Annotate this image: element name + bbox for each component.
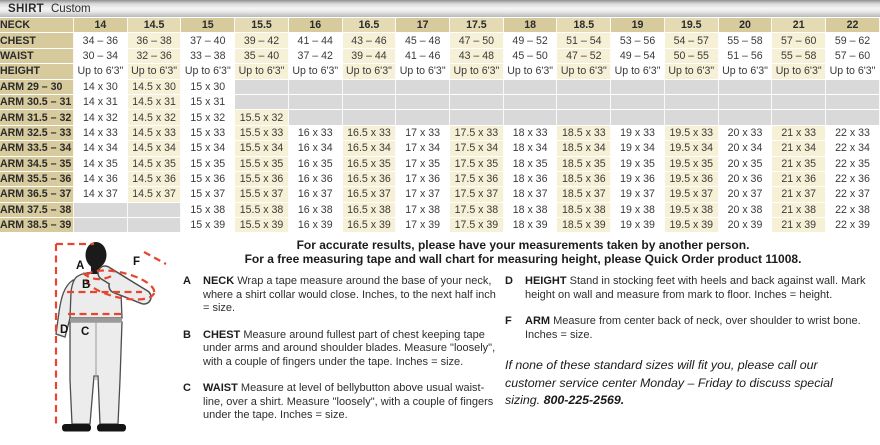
customer-service-phone: 800-225-2569. bbox=[543, 393, 625, 407]
size-cell bbox=[128, 203, 182, 217]
size-cell: 17.5 x 37 bbox=[450, 187, 504, 201]
size-cell: 15 x 39 bbox=[181, 218, 235, 232]
size-cell: 33 – 38 bbox=[181, 49, 235, 63]
table-row bbox=[0, 126, 880, 140]
size-cell: Up to 6'3" bbox=[665, 64, 719, 78]
size-cell: 22 x 34 bbox=[826, 141, 880, 155]
row-label: ARM 37.5 – 38 bbox=[0, 203, 74, 217]
size-cell: 17 x 35 bbox=[396, 157, 450, 171]
row-label: WAIST bbox=[0, 49, 74, 63]
size-cell: 22 x 39 bbox=[826, 218, 880, 232]
size-cell bbox=[826, 110, 880, 124]
size-cell: 30 – 34 bbox=[74, 49, 128, 63]
size-cell: 21 x 35 bbox=[772, 157, 826, 171]
size-cell: 14.5 x 34 bbox=[128, 141, 182, 155]
size-cell: 17.5 x 38 bbox=[450, 203, 504, 217]
neck-size-header-cell: 17.5 bbox=[450, 18, 504, 32]
size-cell bbox=[396, 110, 450, 124]
size-cell: Up to 6'3" bbox=[826, 64, 880, 78]
size-cell: 22 x 33 bbox=[826, 126, 880, 140]
size-cell: 16.5 x 38 bbox=[343, 203, 397, 217]
size-cell: 15.5 x 32 bbox=[235, 110, 289, 124]
size-cell: 17.5 x 39 bbox=[450, 218, 504, 232]
figure-label-d: D bbox=[60, 324, 69, 336]
size-cell: 15.5 x 35 bbox=[235, 157, 289, 171]
size-cell: 51 – 56 bbox=[719, 49, 773, 63]
size-cell bbox=[128, 218, 182, 232]
size-cell: 16 x 38 bbox=[289, 203, 343, 217]
size-cell: 18 x 34 bbox=[504, 141, 558, 155]
size-cell bbox=[665, 95, 719, 109]
instruction-height bbox=[505, 275, 877, 302]
table-row bbox=[0, 157, 880, 171]
size-cell: 45 – 50 bbox=[504, 49, 558, 63]
size-cell bbox=[719, 95, 773, 109]
size-cell bbox=[396, 95, 450, 109]
size-cell: 15 x 32 bbox=[181, 110, 235, 124]
instruction-key: C bbox=[183, 382, 191, 394]
instruction-text: HEIGHT Stand in stocking feet with heels and back against wall. Mark height on wall and measure from mark to floor. Inches = height. bbox=[525, 275, 866, 301]
chart-title-variant: Custom bbox=[51, 2, 91, 15]
size-cell: 16 x 35 bbox=[289, 157, 343, 171]
size-cell: 21 x 33 bbox=[772, 126, 826, 140]
size-cell: Up to 6'3" bbox=[396, 64, 450, 78]
size-cell: Up to 6'3" bbox=[450, 64, 504, 78]
note-text: If none of these standard sizes will fit you, please call our customer service center Monday – Friday to discuss special sizing. bbox=[505, 358, 833, 407]
size-cell: 17 x 36 bbox=[396, 172, 450, 186]
size-cell: 20 x 34 bbox=[719, 141, 773, 155]
size-cell: Up to 6'3" bbox=[343, 64, 397, 78]
row-label: ARM 32.5 – 33 bbox=[0, 126, 74, 140]
measuring-instructions-section bbox=[0, 234, 880, 445]
instruction-key: B bbox=[183, 328, 191, 341]
table-row bbox=[0, 172, 880, 186]
size-cell: 37 – 40 bbox=[181, 33, 235, 47]
size-cell: 17.5 x 33 bbox=[450, 126, 504, 140]
size-cell: 39 – 44 bbox=[343, 49, 397, 63]
size-cell: 14 x 30 bbox=[74, 80, 128, 94]
size-cell: Up to 6'3" bbox=[557, 64, 611, 78]
size-cell: 17.5 x 36 bbox=[450, 172, 504, 186]
neck-size-header-cell: 18.5 bbox=[557, 18, 611, 32]
neck-size-header-cell: 16.5 bbox=[343, 18, 397, 32]
row-label: ARM 35.5 – 36 bbox=[0, 172, 74, 186]
row-label: NECK bbox=[0, 18, 74, 32]
neck-size-header-cell: 16 bbox=[289, 18, 343, 32]
size-cell: 37 – 42 bbox=[289, 49, 343, 63]
size-cell: 18.5 x 33 bbox=[557, 126, 611, 140]
size-cell: 19 x 38 bbox=[611, 203, 665, 217]
size-cell: 18.5 x 38 bbox=[557, 203, 611, 217]
size-cell bbox=[450, 95, 504, 109]
size-cell: 14 x 32 bbox=[74, 110, 128, 124]
size-cell bbox=[772, 110, 826, 124]
size-cell: 18 x 38 bbox=[504, 203, 558, 217]
size-cell: 41 – 44 bbox=[289, 33, 343, 47]
size-cell: 50 – 55 bbox=[665, 49, 719, 63]
size-cell bbox=[665, 110, 719, 124]
size-cell: 15.5 x 34 bbox=[235, 141, 289, 155]
size-cell bbox=[504, 80, 558, 94]
row-label: ARM 30.5 – 31 bbox=[0, 95, 74, 109]
table-row bbox=[0, 218, 880, 232]
table-row bbox=[0, 33, 880, 47]
size-cell: 15 x 36 bbox=[181, 172, 235, 186]
size-cell: 14 x 35 bbox=[74, 157, 128, 171]
size-cell: 16 x 33 bbox=[289, 126, 343, 140]
size-cell bbox=[665, 80, 719, 94]
size-cell: 47 – 52 bbox=[557, 49, 611, 63]
size-cell: 49 – 54 bbox=[611, 49, 665, 63]
size-cell: 19.5 x 37 bbox=[665, 187, 719, 201]
size-cell: 16.5 x 35 bbox=[343, 157, 397, 171]
size-cell: 19.5 x 39 bbox=[665, 218, 719, 232]
instruction-arm bbox=[505, 315, 877, 342]
size-cell bbox=[235, 95, 289, 109]
instructions-column-left bbox=[183, 275, 499, 436]
size-cell: 14 x 34 bbox=[74, 141, 128, 155]
size-cell: 19.5 x 38 bbox=[665, 203, 719, 217]
figure-shoe-right bbox=[97, 424, 126, 432]
size-cell: 16 x 36 bbox=[289, 172, 343, 186]
size-cell: Up to 6'3" bbox=[719, 64, 773, 78]
row-label: CHEST bbox=[0, 33, 74, 47]
size-cell: 36 – 38 bbox=[128, 33, 182, 47]
size-cell: 17.5 x 35 bbox=[450, 157, 504, 171]
size-cell: 15 x 38 bbox=[181, 203, 235, 217]
size-table bbox=[0, 17, 880, 233]
table-row bbox=[0, 64, 880, 78]
size-cell: 19 x 34 bbox=[611, 141, 665, 155]
size-cell bbox=[504, 95, 558, 109]
size-cell: 15 x 31 bbox=[181, 95, 235, 109]
size-cell: 16.5 x 39 bbox=[343, 218, 397, 232]
size-cell: 19 x 33 bbox=[611, 126, 665, 140]
size-cell: 55 – 58 bbox=[772, 49, 826, 63]
size-cell: 49 – 52 bbox=[504, 33, 558, 47]
size-cell: 14 x 37 bbox=[74, 187, 128, 201]
size-cell: 21 x 38 bbox=[772, 203, 826, 217]
size-cell bbox=[772, 95, 826, 109]
size-cell: 15 x 35 bbox=[181, 157, 235, 171]
size-cell: 18 x 37 bbox=[504, 187, 558, 201]
size-cell bbox=[289, 110, 343, 124]
row-label: ARM 34.5 – 35 bbox=[0, 157, 74, 171]
size-cell: 14.5 x 31 bbox=[128, 95, 182, 109]
size-cell: 14.5 x 37 bbox=[128, 187, 182, 201]
size-cell: 15 x 34 bbox=[181, 141, 235, 155]
size-cell: Up to 6'3" bbox=[504, 64, 558, 78]
instruction-key: D bbox=[505, 275, 513, 287]
size-cell bbox=[557, 95, 611, 109]
size-cell: 18 x 39 bbox=[504, 218, 558, 232]
size-cell: 15 x 33 bbox=[181, 126, 235, 140]
size-cell: 19.5 x 34 bbox=[665, 141, 719, 155]
neck-size-header-cell: 19 bbox=[611, 18, 665, 32]
size-cell bbox=[611, 110, 665, 124]
size-cell: 14.5 x 33 bbox=[128, 126, 182, 140]
size-cell: Up to 6'3" bbox=[74, 64, 128, 78]
figure-label-b: B bbox=[82, 279, 91, 291]
instruction-waist bbox=[183, 382, 499, 423]
intro-line-2: For a free measuring tape and wall chart for measuring height, please Quick Order product 11008. bbox=[244, 251, 802, 266]
size-cell: 14 x 33 bbox=[74, 126, 128, 140]
size-cell: 18.5 x 37 bbox=[557, 187, 611, 201]
size-cell: 16.5 x 37 bbox=[343, 187, 397, 201]
row-label: ARM 36.5 – 37 bbox=[0, 187, 74, 201]
size-cell: 41 – 46 bbox=[396, 49, 450, 63]
size-cell bbox=[450, 80, 504, 94]
size-cell bbox=[289, 80, 343, 94]
figure-label-f: F bbox=[133, 256, 141, 268]
neck-size-header-cell: 15 bbox=[181, 18, 235, 32]
size-cell bbox=[74, 218, 128, 232]
size-cell: 14.5 x 30 bbox=[128, 80, 182, 94]
figure-label-c: C bbox=[81, 326, 90, 338]
size-cell: 22 x 35 bbox=[826, 157, 880, 171]
size-cell: 19.5 x 36 bbox=[665, 172, 719, 186]
row-label: HEIGHT bbox=[0, 64, 74, 78]
instruction-text: ARM Measure from center back of neck, over shoulder to wrist bone. Inches = size. bbox=[525, 315, 861, 341]
size-cell bbox=[504, 110, 558, 124]
instruction-text: CHEST Measure around fullest part of chest keeping tape under arms and around shoulder blades. Measure "loosely", with a couple of fingers under the tape. Inches = size. bbox=[203, 328, 496, 368]
size-cell bbox=[826, 95, 880, 109]
figure-belt bbox=[70, 318, 122, 323]
size-cell: 34 – 36 bbox=[74, 33, 128, 47]
size-cell: 16.5 x 33 bbox=[343, 126, 397, 140]
size-cell bbox=[74, 203, 128, 217]
row-label: ARM 31.5 – 32 bbox=[0, 110, 74, 124]
size-cell: 17 x 38 bbox=[396, 203, 450, 217]
size-cell: 16 x 34 bbox=[289, 141, 343, 155]
size-cell: 21 x 36 bbox=[772, 172, 826, 186]
size-cell: 17 x 39 bbox=[396, 218, 450, 232]
size-cell bbox=[557, 110, 611, 124]
neck-size-header-cell: 21 bbox=[772, 18, 826, 32]
neck-size-header-cell: 17 bbox=[396, 18, 450, 32]
size-cell bbox=[826, 80, 880, 94]
size-cell: 14.5 x 32 bbox=[128, 110, 182, 124]
neck-size-header-cell: 15.5 bbox=[235, 18, 289, 32]
size-cell: 19 x 39 bbox=[611, 218, 665, 232]
size-cell: 17.5 x 34 bbox=[450, 141, 504, 155]
instruction-chest bbox=[183, 329, 499, 370]
size-cell: 20 x 39 bbox=[719, 218, 773, 232]
figure-shoe-left bbox=[62, 424, 91, 432]
size-cell: Up to 6'3" bbox=[128, 64, 182, 78]
size-cell: 19 x 36 bbox=[611, 172, 665, 186]
size-cell: Up to 6'3" bbox=[611, 64, 665, 78]
instruction-text: NECK Wrap a tape measure around the base of your neck, where a shirt collar would close. Inches, to the next half inch = size. bbox=[203, 275, 496, 314]
size-cell: 15.5 x 36 bbox=[235, 172, 289, 186]
size-table-body bbox=[0, 18, 880, 232]
person-diagram bbox=[4, 240, 172, 440]
size-cell bbox=[772, 80, 826, 94]
neck-size-header-cell: 20 bbox=[719, 18, 773, 32]
size-cell: Up to 6'3" bbox=[235, 64, 289, 78]
size-cell: 47 – 50 bbox=[450, 33, 504, 47]
size-cell bbox=[289, 95, 343, 109]
size-cell: 19 x 35 bbox=[611, 157, 665, 171]
size-cell: 17 x 33 bbox=[396, 126, 450, 140]
instruction-key: F bbox=[505, 315, 512, 327]
size-cell bbox=[611, 80, 665, 94]
neck-size-header-cell: 19.5 bbox=[665, 18, 719, 32]
size-cell: 14.5 x 35 bbox=[128, 157, 182, 171]
size-cell: 14 x 31 bbox=[74, 95, 128, 109]
size-cell: 15.5 x 39 bbox=[235, 218, 289, 232]
table-row bbox=[0, 203, 880, 217]
table-row bbox=[0, 95, 880, 109]
size-cell: 18.5 x 36 bbox=[557, 172, 611, 186]
size-cell: 20 x 33 bbox=[719, 126, 773, 140]
size-cell: 45 – 48 bbox=[396, 33, 450, 47]
size-cell: 18.5 x 39 bbox=[557, 218, 611, 232]
size-cell: 15.5 x 38 bbox=[235, 203, 289, 217]
size-cell: 22 x 38 bbox=[826, 203, 880, 217]
size-cell: 53 – 56 bbox=[611, 33, 665, 47]
size-cell: 21 x 39 bbox=[772, 218, 826, 232]
table-row bbox=[0, 80, 880, 94]
size-cell: 20 x 37 bbox=[719, 187, 773, 201]
size-cell bbox=[450, 110, 504, 124]
size-cell: 17 x 34 bbox=[396, 141, 450, 155]
size-cell: 22 x 37 bbox=[826, 187, 880, 201]
intro-text bbox=[170, 239, 876, 266]
size-cell: 22 x 36 bbox=[826, 172, 880, 186]
size-cell: 16 x 39 bbox=[289, 218, 343, 232]
special-sizing-note bbox=[505, 357, 857, 410]
size-cell: 18 x 36 bbox=[504, 172, 558, 186]
size-cell bbox=[719, 110, 773, 124]
table-row bbox=[0, 110, 880, 124]
size-cell bbox=[343, 110, 397, 124]
neck-size-header-cell: 14.5 bbox=[128, 18, 182, 32]
size-cell: 35 – 40 bbox=[235, 49, 289, 63]
size-cell: 15.5 x 33 bbox=[235, 126, 289, 140]
size-cell bbox=[557, 80, 611, 94]
size-cell: 43 – 46 bbox=[343, 33, 397, 47]
row-label: ARM 38.5 – 39 bbox=[0, 218, 74, 232]
size-cell: 55 – 58 bbox=[719, 33, 773, 47]
size-cell: 57 – 60 bbox=[772, 33, 826, 47]
size-cell: Up to 6'3" bbox=[772, 64, 826, 78]
size-cell: 18 x 33 bbox=[504, 126, 558, 140]
table-row bbox=[0, 49, 880, 63]
size-cell: 20 x 38 bbox=[719, 203, 773, 217]
measurement-figure bbox=[4, 240, 172, 440]
intro-line-1: For accurate results, please have your measurements taken by another person. bbox=[296, 238, 750, 252]
row-label: ARM 33.5 – 34 bbox=[0, 141, 74, 155]
size-cell: 43 – 48 bbox=[450, 49, 504, 63]
instructions-column-right bbox=[505, 275, 877, 410]
size-cell: 15.5 x 37 bbox=[235, 187, 289, 201]
size-cell: 18.5 x 34 bbox=[557, 141, 611, 155]
size-cell: 15 x 30 bbox=[181, 80, 235, 94]
size-cell: 16.5 x 34 bbox=[343, 141, 397, 155]
size-cell: 20 x 36 bbox=[719, 172, 773, 186]
size-cell: 54 – 57 bbox=[665, 33, 719, 47]
table-row bbox=[0, 187, 880, 201]
size-cell: 16 x 37 bbox=[289, 187, 343, 201]
size-cell: 21 x 37 bbox=[772, 187, 826, 201]
table-row bbox=[0, 141, 880, 155]
size-cell bbox=[611, 95, 665, 109]
size-cell: 21 x 34 bbox=[772, 141, 826, 155]
neck-size-header-cell: 14 bbox=[74, 18, 128, 32]
size-cell bbox=[343, 80, 397, 94]
size-cell bbox=[719, 80, 773, 94]
size-cell: 20 x 35 bbox=[719, 157, 773, 171]
size-cell: 59 – 62 bbox=[826, 33, 880, 47]
instruction-key: A bbox=[183, 275, 191, 287]
instruction-text: WAIST Measure at level of bellybutton above usual waist-line, over a shirt. Measure "loosely", with a couple of fingers under the tape. Inches = size. bbox=[203, 382, 494, 421]
size-cell bbox=[396, 80, 450, 94]
size-cell: 19 x 37 bbox=[611, 187, 665, 201]
size-cell: 18 x 35 bbox=[504, 157, 558, 171]
instruction-neck bbox=[183, 275, 499, 316]
size-cell: 17 x 37 bbox=[396, 187, 450, 201]
size-cell bbox=[235, 80, 289, 94]
size-cell: 19.5 x 35 bbox=[665, 157, 719, 171]
chart-title-bar bbox=[0, 0, 880, 17]
size-cell: 39 – 42 bbox=[235, 33, 289, 47]
size-cell: 16.5 x 36 bbox=[343, 172, 397, 186]
size-cell: 15 x 37 bbox=[181, 187, 235, 201]
size-cell: 18.5 x 35 bbox=[557, 157, 611, 171]
size-cell: 32 – 36 bbox=[128, 49, 182, 63]
size-cell: Up to 6'3" bbox=[289, 64, 343, 78]
table-row bbox=[0, 18, 880, 32]
size-cell bbox=[343, 95, 397, 109]
size-cell: 19.5 x 33 bbox=[665, 126, 719, 140]
chart-title-brand: SHIRT bbox=[8, 2, 44, 15]
figure-label-a: A bbox=[76, 260, 85, 272]
size-cell: 14.5 x 36 bbox=[128, 172, 182, 186]
neck-size-header-cell: 22 bbox=[826, 18, 880, 32]
row-label: ARM 29 – 30 bbox=[0, 80, 74, 94]
neck-size-header-cell: 18 bbox=[504, 18, 558, 32]
size-cell: Up to 6'3" bbox=[181, 64, 235, 78]
size-cell: 57 – 60 bbox=[826, 49, 880, 63]
size-cell: 14 x 36 bbox=[74, 172, 128, 186]
size-cell: 51 – 54 bbox=[557, 33, 611, 47]
